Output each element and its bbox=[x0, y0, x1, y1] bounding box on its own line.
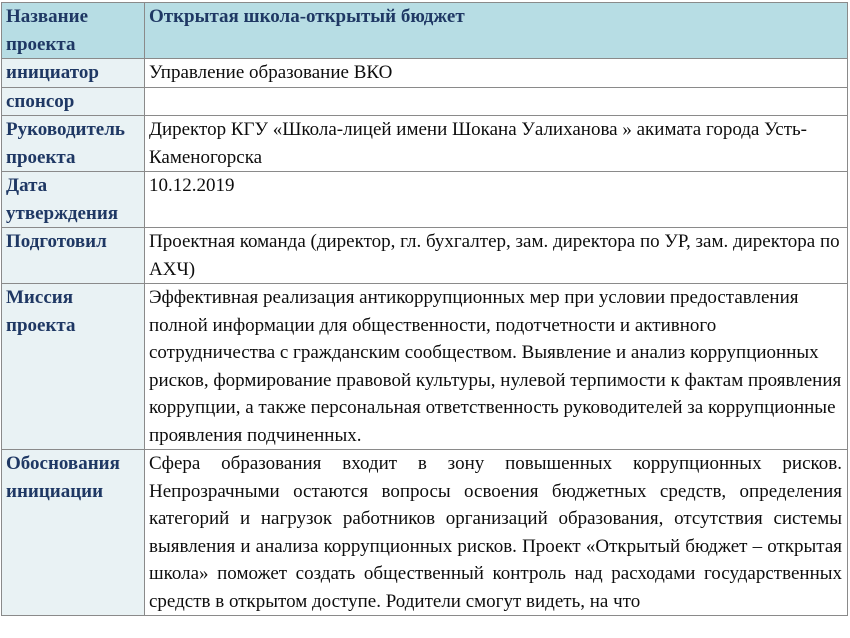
row-value-project-name: Открытая школа-открытый бюджет bbox=[145, 3, 848, 59]
project-passport-table bbox=[1, 2, 848, 616]
row-label-sponsor: спонсор bbox=[2, 87, 145, 116]
table-row-initiator bbox=[2, 59, 848, 88]
row-label-project-name: Название проекта bbox=[2, 3, 145, 59]
row-label-approval-date: Дата утверждения bbox=[2, 172, 145, 228]
row-value-justification: Сфера образования входит в зону повышенных коррупционных рисков. Непрозрачными остаются вопросы освоения бюджетных средств, определения категорий и нагрузок работников организаций образования, отсутствия системы выявления и анализа коррупционных рисков. Проект «Открытый бюджет – открытая школа» поможет создать общественный контроль над расходами государственных средств в открытом доступе. Родители смогут видеть, на что bbox=[145, 450, 848, 616]
row-value-mission: Эффективная реализация антикоррупционных мер при условии предоставления полной информации для общественности, подотчетности и активного сотрудничества с гражданским сообществом. Выявление и анализ коррупционных рисков, формирование правовой культуры, нулевой терпимости к фактам проявления коррупции, а также персональная ответственность руководителей за коррупционные проявления подчиненных. bbox=[145, 284, 848, 450]
row-value-prepared-by: Проектная команда (директор, гл. бухгалтер, зам. директора по УР, зам. директора по АХЧ) bbox=[145, 228, 848, 284]
row-value-project-lead: Директор КГУ «Школа-лицей имени Шокана Уалиханова » акимата города Усть-Каменогорска bbox=[145, 116, 848, 172]
row-label-prepared-by: Подготовил bbox=[2, 228, 145, 284]
table-row-mission bbox=[2, 284, 848, 450]
table-row-project-name bbox=[2, 3, 848, 59]
table-row-project-lead bbox=[2, 116, 848, 172]
row-value-approval-date: 10.12.2019 bbox=[145, 172, 848, 228]
table-row-prepared-by bbox=[2, 228, 848, 284]
table-row-justification bbox=[2, 450, 848, 616]
row-value-sponsor bbox=[145, 87, 848, 116]
table-row-sponsor bbox=[2, 87, 848, 116]
row-label-mission: Миссия проекта bbox=[2, 284, 145, 450]
table-row-approval-date bbox=[2, 172, 848, 228]
row-label-project-lead: Руководитель проекта bbox=[2, 116, 145, 172]
row-value-initiator: Управление образование ВКО bbox=[145, 59, 848, 88]
row-label-justification: Обоснования инициации bbox=[2, 450, 145, 616]
row-label-initiator: инициатор bbox=[2, 59, 145, 88]
